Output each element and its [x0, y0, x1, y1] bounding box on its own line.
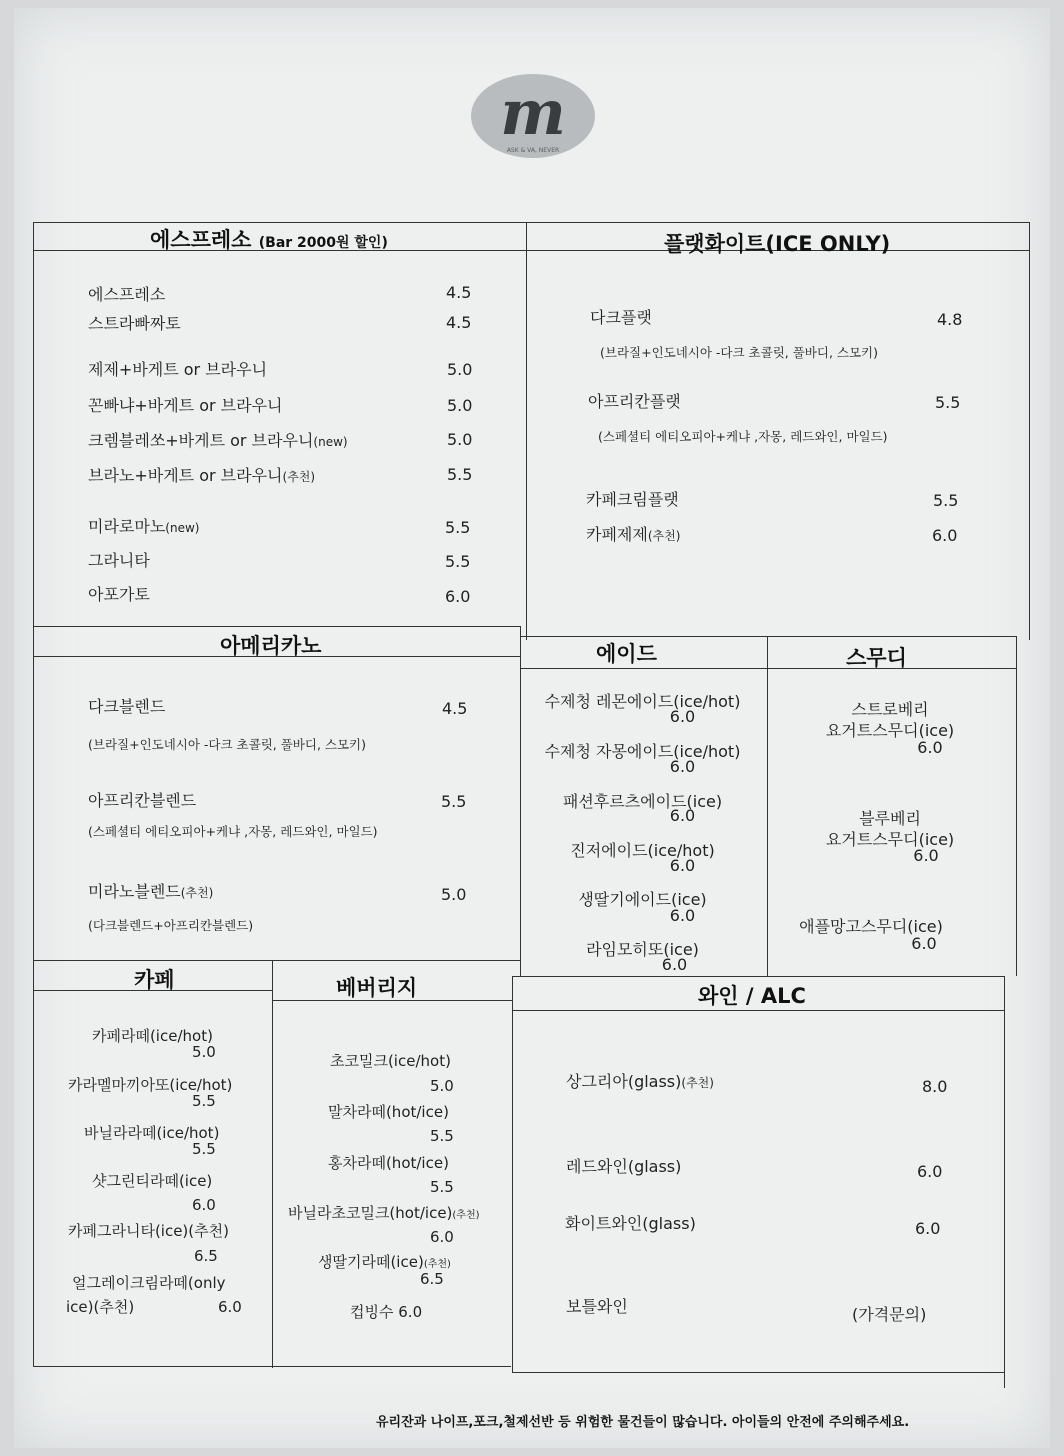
menu-item-description: (다크블렌드+아프리칸블렌드): [88, 918, 254, 933]
menu-item-price: 5.0: [192, 1043, 216, 1061]
menu-item-name: 수제청 레몬에이드(ice/hot): [544, 692, 741, 711]
rule: [520, 636, 1016, 637]
section-title-espresso: 에스프레소 (Bar 2000원 할인): [150, 228, 388, 252]
menu-item-price: 4.5: [442, 699, 468, 718]
menu-item-name: 카라멜마끼아또(ice/hot): [68, 1076, 233, 1094]
rule: [1016, 636, 1017, 976]
menu-item-price: 4.5: [446, 283, 472, 302]
menu-item-price: 8.0: [922, 1077, 948, 1096]
menu-item-name: 에스프레소: [88, 285, 166, 304]
rule: [1004, 976, 1005, 1388]
menu-item-price: 5.5: [445, 552, 471, 571]
menu-item-price: 5.0: [430, 1077, 454, 1095]
menu-item-name: 패션후르츠에이드(ice): [562, 792, 723, 811]
section-title-ade: 에이드: [596, 642, 657, 666]
menu-item-name: 크렘블레쏘+바게트 or 브라우니(new): [88, 431, 348, 450]
menu-item-price: 6.5: [194, 1247, 218, 1265]
rule: [33, 626, 520, 627]
menu-item-name: 제제+바게트 or 브라우니: [88, 360, 268, 379]
menu-item-price: 6.0: [669, 757, 696, 776]
menu-item-name: 화이트와인(glass): [565, 1214, 696, 1233]
menu-item-name: 아포가토: [88, 585, 150, 604]
menu-item-name: 스트로베리: [851, 700, 929, 719]
menu-item-price: 5.5: [935, 393, 961, 412]
menu-item-name: 상그리아(glass)(추천): [566, 1072, 714, 1091]
menu-item-price: 6.0: [445, 587, 471, 606]
menu-item-name: 레드와인(glass): [566, 1157, 682, 1176]
menu-item-name: 바닐라초코밀크(hot/ice)(추천): [288, 1204, 480, 1222]
menu-item-price: 5.5: [441, 792, 467, 811]
menu-item-name: 아프리칸블렌드: [88, 791, 197, 810]
menu-item-price: 5.0: [447, 430, 473, 449]
menu-item-price: 5.5: [192, 1092, 216, 1110]
menu-item-description: (브라질+인도네시아 -다크 초콜릿, 풀바디, 스모키): [88, 737, 367, 752]
menu-item-price: 6.0: [661, 955, 688, 974]
rule: [512, 1372, 1004, 1373]
rule: [512, 976, 1004, 977]
menu-item-price: 6.0: [430, 1228, 454, 1246]
menu-item-name: 애플망고스무디(ice): [799, 917, 943, 936]
rule: [33, 1366, 511, 1367]
menu-item-name: 블루베리: [859, 809, 921, 828]
menu-item-price: 5.5: [933, 491, 959, 510]
menu-item-name: 진저에이드(ice/hot): [570, 841, 715, 860]
menu-item-name: ice)(추천): [66, 1298, 135, 1316]
menu-item-name: 생딸기에이드(ice): [578, 890, 707, 909]
menu-item-price: 6.0: [192, 1196, 216, 1214]
menu-item-price: 5.5: [447, 465, 473, 484]
section-title-americano: 아메리카노: [220, 634, 322, 658]
menu-item-name: 샷그린티라떼(ice): [92, 1172, 213, 1190]
menu-item-price: 4.5: [446, 313, 472, 332]
menu-item-name: 보틀와인: [566, 1297, 628, 1316]
menu-item-price: 6.5: [420, 1270, 444, 1288]
menu-item-name: 브라노+바게트 or 브라우니(추천): [88, 466, 316, 485]
menu-item-name: 카페제제(추천): [586, 525, 681, 544]
menu-item-name: 초코밀크(ice/hot): [330, 1052, 451, 1070]
rule: [33, 222, 1029, 223]
menu-item-name: 요거트스무디(ice): [825, 721, 955, 740]
menu-item-name: 라임모히또(ice): [586, 940, 699, 959]
menu-item-price: 6.0: [911, 934, 937, 953]
menu-item-name: 카페그라니타(ice)(추천): [68, 1222, 229, 1240]
menu-item-price: 5.5: [445, 518, 471, 537]
rule: [512, 1010, 1004, 1011]
rule: [33, 222, 34, 1366]
section-title-cafe: 카페: [134, 968, 175, 992]
menu-item-description: (브라질+인도네시아 -다크 초콜릿, 풀바디, 스모키): [600, 345, 879, 360]
menu-item-price: 5.0: [447, 396, 473, 415]
menu-item-name: 그라니타: [88, 551, 150, 570]
menu-item-price: (가격문의): [852, 1305, 927, 1324]
menu-item-price: 6.0: [917, 738, 943, 757]
rule: [272, 960, 273, 1368]
menu-item-name: 홍차라떼(hot/ice): [328, 1154, 449, 1172]
menu-item-name: 생딸기라떼(ice)(추천): [318, 1253, 451, 1271]
menu-item-name: 수제청 자몽에이드(ice/hot): [544, 742, 741, 761]
menu-item-name: 미라노블렌드(추천): [88, 882, 214, 901]
menu-item-price: 6.0: [669, 707, 696, 726]
menu-item-price: 6.0: [913, 846, 939, 865]
menu-item-price: 6.0: [932, 526, 958, 545]
section-title-beverage: 베버리지: [336, 976, 418, 1000]
menu-item-name: 스트라빠짜토: [88, 314, 181, 333]
menu-item-name: 요거트스무디(ice): [825, 830, 955, 849]
menu-item-price: 6.0: [669, 856, 696, 875]
safety-notice: 유리잔과 나이프,포크,철제선반 등 위험한 물건들이 많습니다. 아이들의 안전에 주의해주세요.: [376, 1415, 910, 1430]
rule: [33, 960, 520, 961]
menu-item-price: 6.0: [669, 806, 696, 825]
menu-item-name: 아프리칸플랫: [588, 392, 681, 411]
menu-item-description: (스페셜티 에티오피아+케냐 ,자몽, 레드와인, 마일드): [88, 824, 378, 839]
menu-item-name: 카페크림플랫: [586, 490, 679, 509]
rule: [512, 976, 513, 1372]
menu-item-name: 바닐라라떼(ice/hot): [84, 1124, 220, 1142]
menu-item-price: 6.0: [915, 1219, 941, 1238]
svg-text:ASK & VA, NEVER: ASK & VA, NEVER: [506, 147, 560, 154]
menu-item-price: 6.0: [669, 906, 696, 925]
menu-item-name: 다크플랫: [590, 308, 652, 327]
menu-item-description: (스페셜티 에티오피아+케냐 ,자몽, 레드와인, 마일드): [598, 429, 888, 444]
menu-item-name: 꼰빠냐+바게트 or 브라우니: [88, 396, 283, 415]
menu-item-name: 카페라떼(ice/hot): [92, 1027, 213, 1045]
menu-item-price: 5.5: [430, 1178, 454, 1196]
section-title-smoothie: 스무디: [846, 646, 907, 670]
rule: [1029, 222, 1030, 640]
menu-item-price: 5.5: [430, 1127, 454, 1145]
svg-text:m: m: [500, 76, 566, 149]
menu-item-price: 4.8: [937, 310, 963, 329]
section-title-wine: 와인 / ALC: [698, 984, 806, 1008]
menu-item-price: 5.5: [192, 1140, 216, 1158]
rule: [520, 668, 1016, 669]
menu-item-name: 얼그레이크림라떼(only: [72, 1274, 226, 1292]
menu-item-price: 6.0: [917, 1162, 943, 1181]
brand-logo: [470, 72, 596, 160]
menu-item-price: 5.0: [447, 360, 473, 379]
menu-item-name: 말차라떼(hot/ice): [328, 1103, 449, 1121]
menu-item-price: 6.0: [218, 1298, 242, 1316]
section-title-flatwhite: 플랫화이트(ICE ONLY): [664, 232, 891, 256]
rule: [526, 222, 527, 640]
menu-item-name: 다크블렌드: [88, 697, 166, 716]
menu-item-name: 미라로마노(new): [88, 517, 200, 536]
menu-item-price: 5.0: [441, 885, 467, 904]
menu-item-name: 컵빙수 6.0: [350, 1303, 423, 1321]
